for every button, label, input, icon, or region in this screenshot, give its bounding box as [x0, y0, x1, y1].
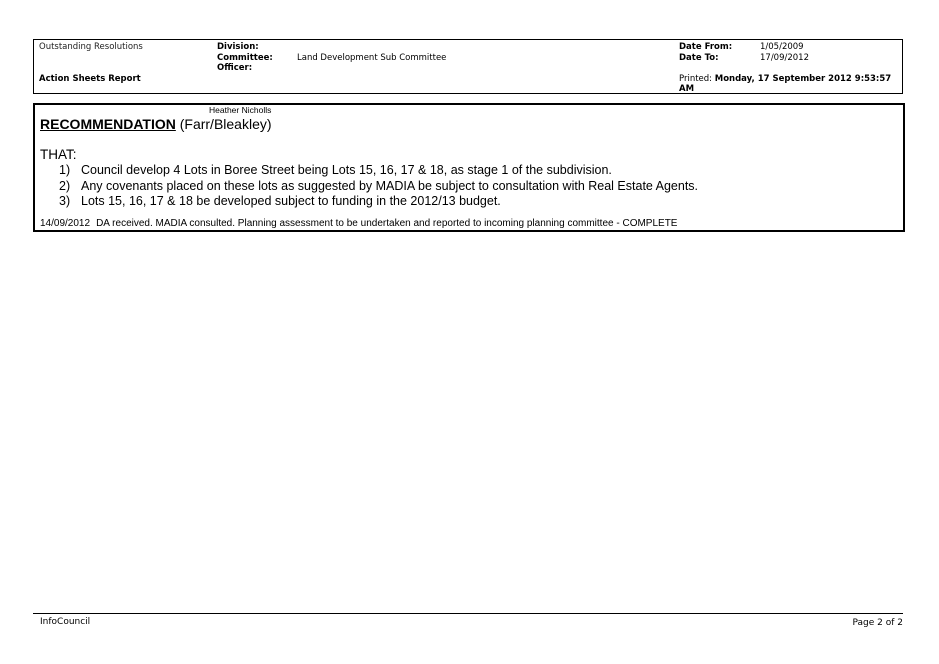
printed-value: Monday, 17 September 2012 9:53:57 — [714, 74, 892, 84]
printed-label: Printed: — [679, 74, 713, 84]
committee-value: Land Development Sub Committee — [297, 53, 447, 63]
item-text: Lots 15, 16, 17 & 18 be developed subject to funding in the 2012/13 budget. — [81, 194, 501, 208]
recommendation-label: RECOMMENDATION — [40, 116, 176, 132]
item-number: 2) — [59, 178, 71, 193]
note-text: DA received. MADIA consulted. Planning assessment to be undertaken and reported to incoming planning committee - COMPLETE — [96, 218, 678, 229]
page-number: Page 2 of 2 — [852, 618, 903, 628]
list-item — [59, 194, 698, 210]
date-from-value: 1/05/2009 — [760, 42, 804, 52]
footer-divider — [33, 613, 903, 614]
division-label: Division: — [217, 42, 259, 52]
report-header — [33, 39, 903, 94]
recommendation-list — [59, 163, 698, 210]
printed-ampm: AM — [679, 84, 695, 94]
item-text: Any covenants placed on these lots as suggested by MADIA be subject to consultation with Real Estate Agents. — [81, 178, 699, 193]
report-type: Outstanding Resolutions — [39, 42, 143, 52]
printed-line — [679, 74, 891, 84]
list-item — [59, 179, 698, 195]
footer-app-name: InfoCouncil — [40, 617, 91, 627]
date-to-label: Date To: — [679, 53, 719, 63]
resolution-body — [33, 103, 905, 232]
item-number: 1) — [59, 163, 71, 177]
item-number: 3) — [59, 194, 71, 208]
that-label: THAT: — [40, 147, 77, 162]
note-date: 14/09/2012 — [40, 218, 91, 229]
recommendation-heading — [40, 116, 272, 132]
officer-name: Heather Nicholls — [209, 105, 272, 115]
officer-label: Officer: — [217, 63, 253, 73]
date-to-value: 17/09/2012 — [760, 53, 809, 63]
date-from-label: Date From: — [679, 42, 733, 52]
report-name: Action Sheets Report — [39, 74, 141, 84]
item-text: Council develop 4 Lots in Boree Street being Lots 15, 16, 17 & 18, as stage 1 of the subdivision. — [81, 163, 612, 177]
list-item — [59, 163, 698, 179]
recommendation-movers: (Farr/Bleakley) — [179, 116, 272, 132]
action-note — [40, 218, 677, 229]
committee-label: Committee: — [217, 53, 273, 63]
